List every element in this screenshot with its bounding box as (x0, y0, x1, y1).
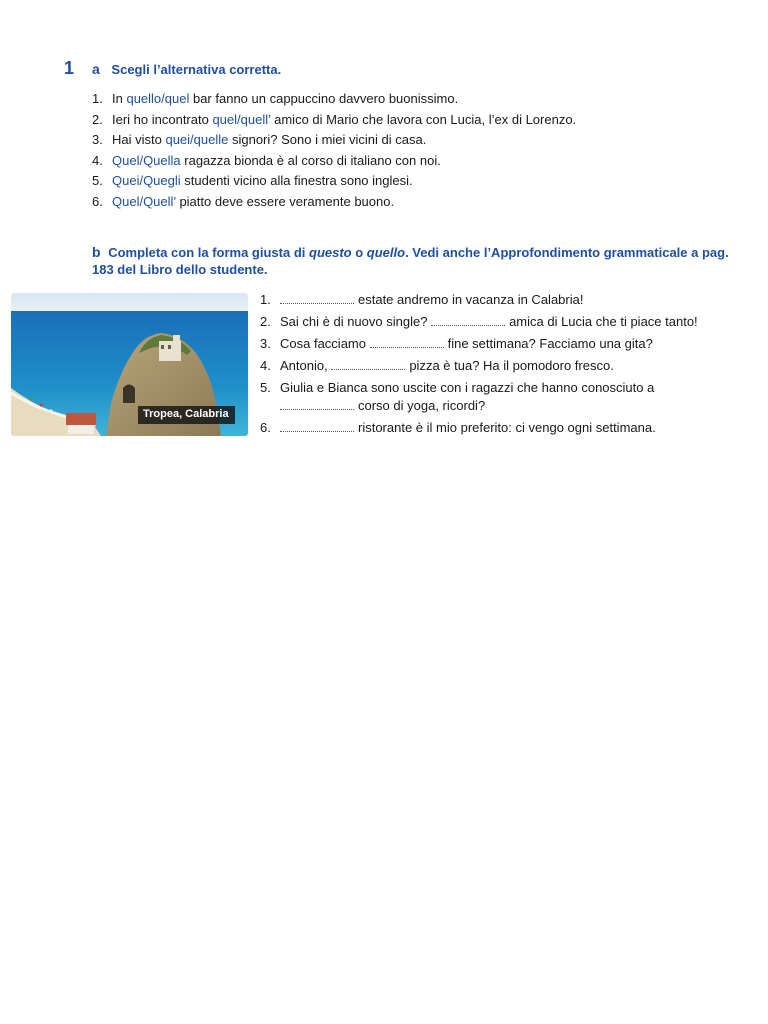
section-b-letter: b (92, 244, 101, 260)
list-item (92, 192, 712, 213)
choice-option[interactable]: quei/quelle (165, 132, 229, 147)
item-text: estate andremo in vacanza in Calabria! (358, 292, 584, 307)
list-item (260, 419, 750, 437)
item-number: 3. (260, 336, 271, 351)
blank-field[interactable] (280, 398, 354, 410)
section-a-letter: a (92, 61, 100, 77)
item-number: 4. (260, 358, 271, 373)
list-item (92, 110, 712, 131)
blank-field[interactable] (280, 292, 354, 304)
section-a-heading (92, 61, 281, 77)
blank-field[interactable] (370, 336, 444, 348)
keyword-quello: quello (366, 245, 406, 260)
item-text: In (112, 91, 127, 106)
blank-field[interactable] (331, 358, 405, 370)
item-number: 5. (92, 173, 103, 188)
choice-option[interactable]: Quei/Quegli (112, 173, 181, 188)
item-text: Giulia e Bianca sono uscite con i ragazzi che hanno conosciuto a (280, 380, 655, 395)
item-number: 4. (92, 152, 103, 168)
section-b-list (260, 291, 750, 441)
item-number: 2. (92, 111, 103, 127)
blank-field[interactable] (431, 314, 505, 326)
item-number: 1. (260, 292, 271, 307)
item-text: Antonio, (280, 358, 328, 373)
item-text: bar fanno un cappuccino davvero buonissimo. (189, 91, 459, 106)
choice-option[interactable]: Quel/Quella (112, 152, 181, 168)
item-number: 5. (260, 380, 271, 395)
item-text: Ieri ho incontrato (112, 111, 213, 127)
list-item (92, 171, 712, 192)
list-item (260, 313, 750, 331)
section-b-heading (92, 244, 732, 278)
list-item (260, 357, 750, 375)
choice-option[interactable]: quello/quel (126, 91, 190, 106)
item-text: pizza è tua? Ha il pomodoro fresco. (409, 358, 614, 373)
list-item (92, 89, 712, 110)
section-b-instruction-part: Completa con la forma giusta di (108, 245, 309, 260)
item-text: piatto deve essere veramente buono. (175, 193, 395, 209)
item-number: 1. (92, 91, 103, 106)
item-text: ragazza bionda è al corso di italiano con noi. (180, 152, 441, 168)
item-text: ristorante è il mio preferito: ci vengo ogni settimana. (358, 420, 656, 435)
exercise-number: 1 (64, 58, 75, 78)
choice-option[interactable]: quel/quell’ (212, 111, 271, 127)
item-text: studenti vicino alla finestra sono inglesi. (180, 173, 413, 188)
list-item (260, 335, 750, 353)
photo-caption: Tropea, Calabria (138, 406, 235, 424)
item-text: amico di Mario che lavora con Lucia, l’ex di Lorenzo. (270, 111, 577, 127)
item-number: 6. (260, 420, 271, 435)
item-text: signori? Sono i miei vicini di casa. (228, 132, 427, 147)
item-text: amica di Lucia che ti piace tanto! (509, 314, 698, 329)
item-number: 3. (92, 132, 103, 147)
item-text: corso di yoga, ricordi? (358, 398, 486, 413)
list-item (92, 130, 712, 151)
section-a-instruction: Scegli l’alternativa corretta. (111, 62, 282, 77)
blank-field[interactable] (280, 420, 354, 432)
item-number: 6. (92, 193, 103, 209)
list-item (260, 291, 750, 309)
section-b-instruction-part: o (351, 245, 367, 260)
section-b-instruction-part: . Vedi anche l’Approfondimento grammaticale a pag. 183 del Libro dello studente. (92, 245, 729, 277)
item-number: 2. (260, 314, 271, 329)
section-a-list (92, 89, 712, 212)
item-text: Cosa facciamo (280, 336, 366, 351)
list-item (260, 379, 750, 415)
item-text: fine settimana? Facciamo una gita? (447, 336, 653, 351)
keyword-questo: questo (309, 245, 352, 260)
choice-option[interactable]: Quel/Quell’ (112, 193, 176, 209)
item-text: Sai chi è di nuovo single? (280, 314, 428, 329)
item-text: Hai visto (112, 132, 166, 147)
list-item (92, 151, 712, 172)
